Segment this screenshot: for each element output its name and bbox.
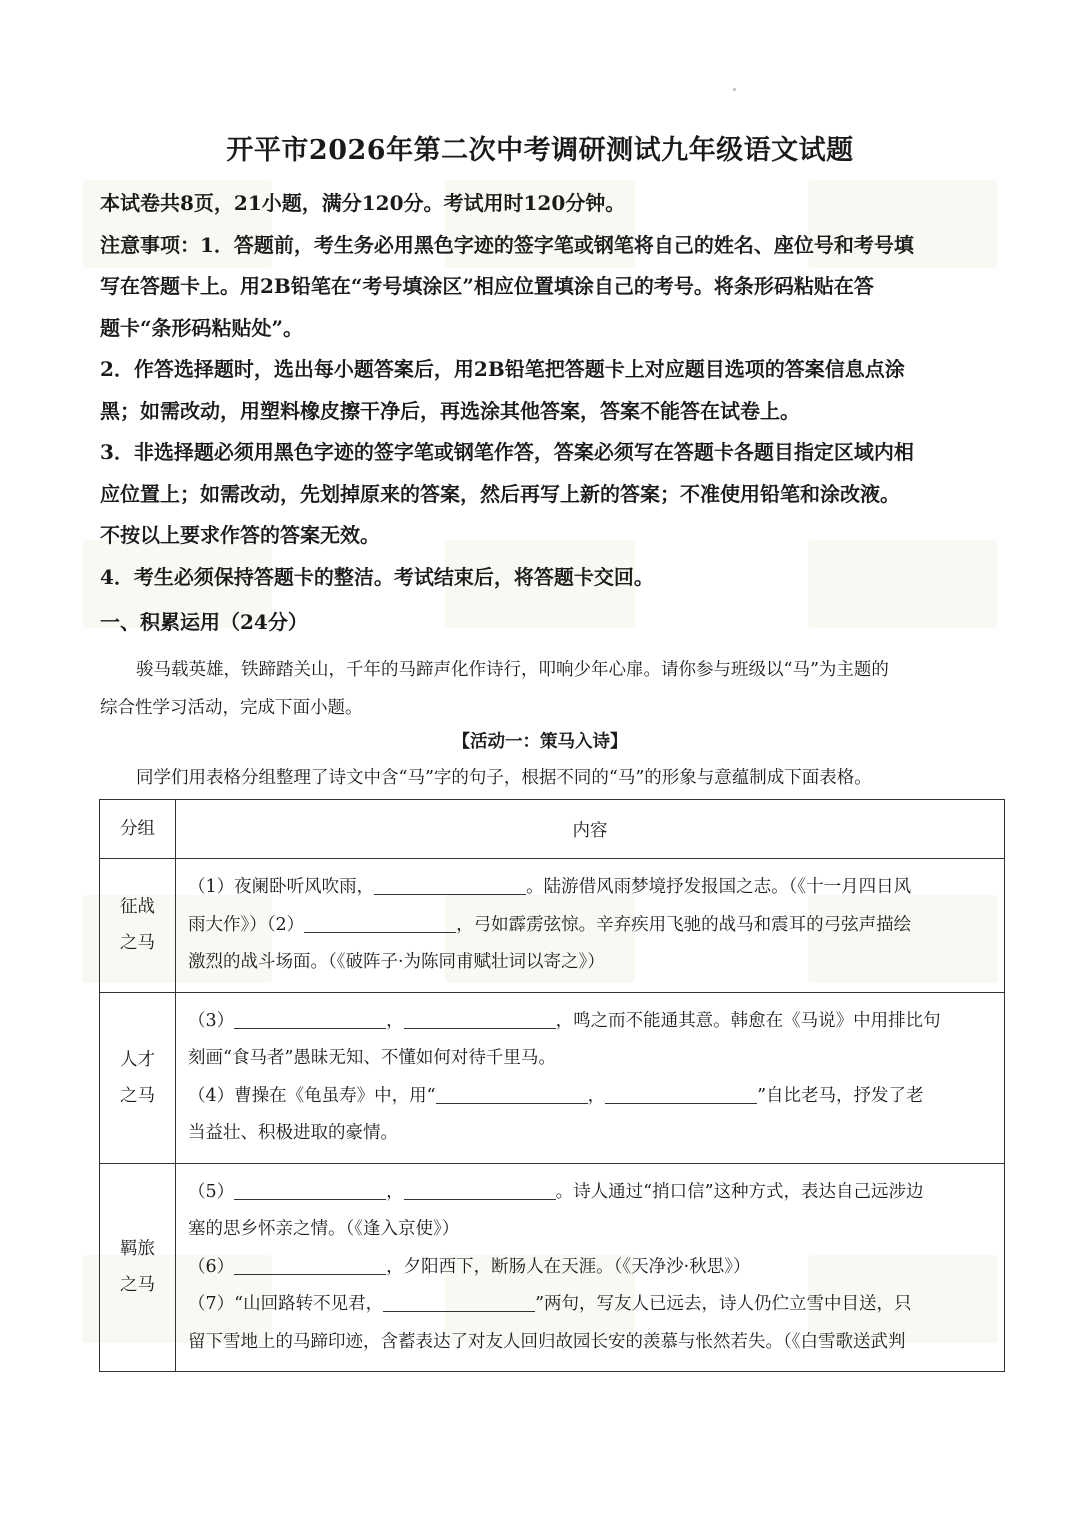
content-line xyxy=(188,1078,992,1116)
exam-title: 开平市2026年第二次中考调研测试九年级语文试题 xyxy=(226,135,854,166)
group-label: 羁旅 xyxy=(120,1239,155,1260)
content-cell xyxy=(176,992,1005,1163)
group-cell xyxy=(100,992,176,1163)
content-line: 塞的思乡怀亲之情。（《逢入京使》） xyxy=(188,1219,460,1239)
header-group: 分组 xyxy=(100,800,176,859)
text: （1）夜阑卧听风吹雨， xyxy=(188,877,375,897)
text: ，弓如霹雳弦惊。辛弃疾用飞驰的战马和震耳的弓弦声描绘 xyxy=(456,914,912,935)
content-line xyxy=(188,907,992,945)
content-line: 激烈的战斗场面。（《破阵子·为陈同甫赋壮词以寄之》） xyxy=(188,952,605,972)
section-heading: 一、积累运用（24分） xyxy=(100,610,308,634)
content-line xyxy=(188,1286,992,1324)
poem-table xyxy=(99,799,1005,1372)
activity-heading: 【活动一：策马入诗】 xyxy=(452,732,628,752)
answer-blank[interactable] xyxy=(605,1083,757,1104)
content-cell xyxy=(176,1163,1005,1372)
table-row xyxy=(100,1163,1005,1372)
answer-blank[interactable] xyxy=(234,1254,386,1275)
group-label: 之马 xyxy=(120,1275,155,1296)
answer-blank[interactable] xyxy=(374,874,526,895)
content-line: 刻画“食马者”愚昧无知、不懂如何对待千里马。 xyxy=(188,1048,556,1068)
content-line: 当益壮、积极进取的豪情。 xyxy=(188,1123,398,1143)
content-line xyxy=(188,1174,992,1212)
content-cell xyxy=(176,859,1005,993)
text: ， xyxy=(587,1085,606,1106)
answer-blank[interactable] xyxy=(436,1083,588,1104)
text: 。诗人通过“捎口信”这种方式，表达自己远涉边 xyxy=(555,1181,924,1202)
answer-blank[interactable] xyxy=(304,912,456,933)
exam-instructions xyxy=(100,183,992,598)
answer-blank[interactable] xyxy=(404,1008,556,1029)
header-content: 内容 xyxy=(176,800,1005,859)
instruction-line: 4．考生必须保持答题卡的整洁。考试结束后，将答题卡交回。 xyxy=(100,564,654,589)
content-line: 留下雪地上的马蹄印迹，含蓄表达了对友人回归故园长安的羡慕与怅然若失。（《白雪歌送武判 xyxy=(188,1331,906,1352)
intro-line: 骏马载英雄，铁蹄踏关山，千年的马蹄声化作诗行，叩响少年心扉。请你参与班级以“马”为主题的 xyxy=(136,660,889,680)
answer-blank[interactable] xyxy=(234,1008,386,1029)
group-cell xyxy=(100,1163,176,1372)
instruction-line: 应位置上；如需改动，先划掉原来的答案，然后再写上新的答案；不准使用铅笔和涂改液。 xyxy=(100,481,900,506)
section-intro xyxy=(100,651,992,727)
text: ， xyxy=(386,1010,404,1031)
instruction-line: 题卡“条形码粘贴处”。 xyxy=(100,315,304,340)
content-line xyxy=(188,869,992,907)
table-header-row xyxy=(100,800,1005,859)
intro-line: 综合性学习活动，完成下面小题。 xyxy=(100,698,363,718)
text: ，鸣之而不能通其意。韩愈在《马说》中用排比句 xyxy=(555,1010,941,1031)
instruction-line: 2．作答选择题时，选出每小题答案后，用2B铅笔把答题卡上对应题目选项的答案信息点涂 xyxy=(100,357,905,381)
exam-summary: 本试卷共8页，21小题，满分120分。考试用时120分钟。 xyxy=(100,191,626,215)
instruction-line: 写在答题卡上。用2B铅笔在“考号填涂区”相应位置填涂自己的考号。将条形码粘贴在答 xyxy=(100,274,874,298)
group-label: 之马 xyxy=(120,1085,155,1106)
group-label: 征战 xyxy=(120,897,155,918)
answer-blank[interactable] xyxy=(234,1179,386,1200)
scan-speck xyxy=(733,88,736,91)
answer-blank[interactable] xyxy=(383,1291,535,1312)
text: 雨大作》）（2） xyxy=(188,914,305,935)
group-label: 人才 xyxy=(120,1049,155,1070)
instruction-line: 黑；如需改动，用塑料橡皮擦干净后，再选涂其他答案，答案不能答在试卷上。 xyxy=(100,398,800,423)
text: （3） xyxy=(188,1010,235,1031)
text: 。陆游借风雨梦境抒发报国之志。（《十一月四日风 xyxy=(526,877,912,897)
text: ，夕阳西下，断肠人在天涯。（《天净沙·秋思》） xyxy=(386,1256,751,1277)
group-cell xyxy=(100,859,176,993)
instruction-line: 注意事项：1．答题前，考生务必用黑色字迹的签字笔或钢笔将自己的姓名、座位号和考号填 xyxy=(100,232,914,257)
text: ， xyxy=(386,1181,404,1202)
table-row xyxy=(100,992,1005,1163)
answer-blank[interactable] xyxy=(404,1179,556,1200)
table-row xyxy=(100,859,1005,993)
instruction-line: 不按以上要求作答的答案无效。 xyxy=(100,523,380,547)
text: （4）曹操在《龟虽寿》中，用“ xyxy=(188,1085,436,1106)
content-line xyxy=(188,1003,992,1041)
group-label: 之马 xyxy=(120,933,155,954)
text: （7）“山回路转不见君， xyxy=(188,1294,384,1314)
text: （5） xyxy=(188,1181,235,1202)
text: （6） xyxy=(188,1256,235,1277)
text: ”两句，写友人已远去，诗人仍伫立雪中目送，只 xyxy=(535,1294,912,1314)
instruction-line: 3．非选择题必须用黑色字迹的签字笔或钢笔作答，答案必须写在答题卡各题目指定区域内相 xyxy=(100,440,914,464)
text: ”自比老马，抒发了老 xyxy=(757,1085,924,1106)
activity-text: 同学们用表格分组整理了诗文中含“马”字的句子，根据不同的“马”的形象与意蕴制成下面表格。 xyxy=(136,768,872,788)
content-line xyxy=(188,1249,992,1287)
